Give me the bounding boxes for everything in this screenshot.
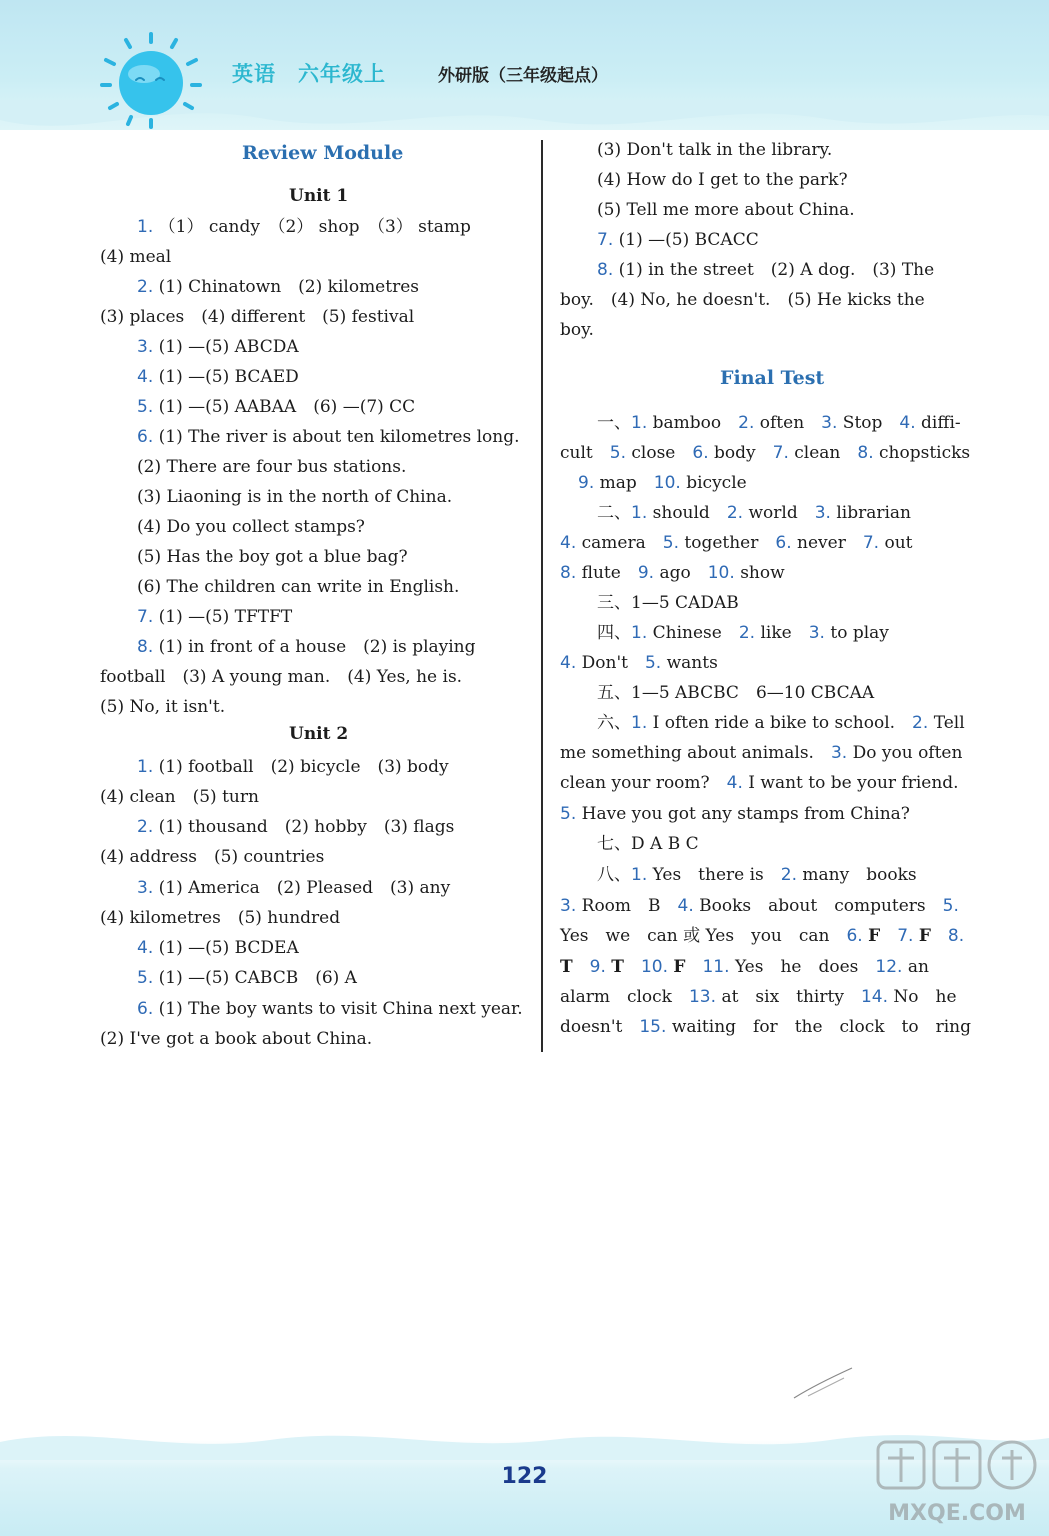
unit1-q6-b: (2) There are four bus stations. — [137, 457, 407, 477]
answer-text: Yes we can 或 Yes you can — [560, 926, 830, 946]
q-number: 9. — [578, 473, 595, 493]
answer-text: should — [652, 503, 710, 523]
answer-text: wants — [666, 653, 718, 673]
watermark-text: MXQE.COM — [888, 1501, 1026, 1526]
final-s4-line2 — [560, 652, 718, 674]
answer-text: Stop — [842, 413, 883, 433]
header-edition: 外研版（三年级起点） — [438, 66, 608, 86]
q-number: 2. — [780, 865, 797, 885]
answer-text: F — [673, 957, 686, 977]
unit2-q6-e: (5) Tell me more about China. — [597, 200, 855, 220]
answer-text: (1) The boy wants to visit China next year. — [158, 999, 523, 1019]
q-number: 2. — [137, 817, 154, 837]
answer-text: (1) —(5) BCACC — [618, 230, 759, 250]
answer-text: T — [560, 957, 573, 977]
answer-text: Yes he does — [734, 957, 859, 977]
q-number: 5. — [560, 804, 577, 824]
answer-text: camera — [581, 533, 646, 553]
q-number: 14. — [860, 987, 888, 1007]
answer-text: (1) in front of a house (2) is playing — [158, 637, 476, 657]
answer-text: cult — [560, 443, 593, 463]
q-number: 11. — [702, 957, 730, 977]
q-number: 3. — [560, 896, 577, 916]
q-number: 15. — [639, 1017, 667, 1037]
q-number: 8. — [597, 260, 614, 280]
answer-text: out — [884, 533, 913, 553]
q-number: 4. — [137, 367, 154, 387]
answer-text: me something about animals. — [560, 743, 814, 763]
unit1-q1-line1 — [137, 216, 471, 238]
answer-text: ago — [659, 563, 691, 583]
unit2-q6-d: (4) How do I get to the park? — [597, 170, 848, 190]
header-title — [232, 58, 386, 88]
q-number: 5. — [609, 443, 626, 463]
answer-text: flute — [581, 563, 621, 583]
unit1-q8-line3: (5) No, it isn't. — [100, 697, 226, 717]
unit2-q8-line1 — [597, 259, 934, 281]
q-number: 5. — [662, 533, 679, 553]
final-s3: 三、1—5 CADAB — [597, 593, 739, 613]
column-divider — [541, 140, 543, 1052]
unit1-q8-line1 — [137, 636, 476, 658]
unit1-q1-line2: (4) meal — [100, 247, 172, 267]
q-number: 5. — [942, 896, 959, 916]
final-s8-line3 — [560, 925, 964, 947]
answer-text: doesn't — [560, 1017, 623, 1037]
answer-text: world — [748, 503, 798, 523]
q-number: 8. — [137, 637, 154, 657]
unit2-q3-line2: (4) kilometres (5) hundred — [100, 908, 341, 928]
unit1-q2-line1 — [137, 276, 419, 298]
final-s7: 七、D A B C — [597, 834, 699, 854]
q-number: 4. — [137, 938, 154, 958]
final-s8-line6 — [560, 1016, 971, 1038]
answer-text: waiting for the clock to ring — [671, 1017, 972, 1037]
final-s5: 五、1—5 ABCBC 6—10 CBCAA — [597, 683, 875, 703]
answer-text: many books — [802, 865, 917, 885]
subject-label: 英语 — [232, 62, 276, 86]
q-number: 4. — [560, 533, 577, 553]
q-number: 4. — [726, 773, 743, 793]
unit1-q5 — [137, 396, 415, 418]
answer-text: to play — [830, 623, 889, 643]
q-number: 2. — [738, 623, 756, 643]
unit2-q4 — [137, 937, 299, 959]
q-number: 2. — [912, 713, 929, 733]
answer-text: (1) —(5) BCAED — [158, 367, 299, 387]
grade-label: 六年级上 — [298, 62, 386, 86]
final-s6-line1 — [597, 712, 965, 734]
answer-text: at six thirty — [721, 987, 844, 1007]
answer-text: often — [759, 413, 805, 433]
answer-text: diffi- — [921, 413, 961, 433]
q-number: 3. — [814, 503, 831, 523]
final-s1-line1 — [597, 412, 961, 434]
q-number: 2. — [137, 277, 154, 297]
pencil-scribble — [790, 1362, 860, 1402]
section-label: 四、 — [597, 623, 631, 643]
q-number: 8. — [560, 563, 577, 583]
q-number: 6. — [775, 533, 792, 553]
answer-text: (1) —(5) BCDEA — [158, 938, 299, 958]
final-test-title: Final Test — [720, 367, 825, 389]
answer-text: together — [684, 533, 759, 553]
final-s2-line1 — [597, 502, 911, 524]
unit2-q3-line1 — [137, 877, 450, 899]
answer-text: an — [907, 957, 929, 977]
q-number: 1. — [631, 623, 648, 643]
review-module-title: Review Module — [242, 142, 404, 164]
q-number: 1. — [137, 217, 154, 237]
answer-text: (1) thousand (2) hobby (3) flags — [158, 817, 455, 837]
final-s8-line4 — [560, 956, 929, 978]
answer-text: （1） candy （2） shop （3） stamp — [158, 217, 471, 237]
final-s2-line2 — [560, 532, 912, 554]
watermark-logo — [872, 1436, 1042, 1528]
unit2-q2-line2: (4) address (5) countries — [100, 847, 325, 867]
answer-text: chopsticks — [879, 443, 971, 463]
answer-text: (1) The river is about ten kilometres long. — [158, 427, 520, 447]
q-number: 2. — [738, 413, 755, 433]
q-number: 4. — [677, 896, 694, 916]
answer-text: (1) —(5) TFTFT — [158, 607, 293, 627]
answer-text: librarian — [836, 503, 912, 523]
q-number: 7. — [897, 926, 914, 946]
unit1-title: Unit 1 — [289, 186, 349, 206]
q-number: 7. — [772, 443, 789, 463]
q-number: 6. — [846, 926, 863, 946]
q-number: 10. — [653, 473, 681, 493]
unit1-q6-d: (4) Do you collect stamps? — [137, 517, 365, 537]
answer-text: F — [868, 926, 881, 946]
unit1-q6-c: (3) Liaoning is in the north of China. — [137, 487, 453, 507]
answer-text: like — [760, 623, 792, 643]
answer-text: (1) in the street (2) A dog. (3) The — [618, 260, 935, 280]
answer-text: (1) Chinatown (2) kilometres — [158, 277, 419, 297]
section-label: 二、 — [597, 503, 631, 523]
q-number: 3. — [808, 623, 825, 643]
final-s8-line1 — [597, 864, 917, 886]
q-number: 2. — [726, 503, 744, 523]
q-number: 7. — [137, 607, 154, 627]
unit1-q8-line2: football (3) A young man. (4) Yes, he is. — [100, 667, 463, 687]
q-number: 9. — [637, 563, 655, 583]
answer-text: I often ride a bike to school. — [652, 713, 896, 733]
q-number: 3. — [821, 413, 838, 433]
sun-icon — [96, 30, 206, 130]
q-number: 6. — [692, 443, 709, 463]
answer-text: No he — [893, 987, 957, 1007]
q-number: 1. — [631, 413, 648, 433]
section-label: 一、 — [597, 413, 631, 433]
page-number: 122 — [501, 1464, 548, 1489]
unit2-q1-line2: (4) clean (5) turn — [100, 787, 259, 807]
final-s6-line4 — [560, 803, 910, 825]
answer-text: Have you got any stamps from China? — [581, 804, 910, 824]
answer-text: T — [611, 957, 624, 977]
q-number: 5. — [644, 653, 662, 673]
unit2-q5 — [137, 967, 357, 989]
answer-text: body — [714, 443, 756, 463]
q-number: 7. — [597, 230, 614, 250]
unit2-q6-c: (3) Don't talk in the library. — [597, 140, 833, 160]
q-number: 5. — [137, 397, 154, 417]
answer-text: (1) —(5) ABCDA — [158, 337, 299, 357]
answer-text: (1) —(5) AABAA (6) —(7) CC — [158, 397, 416, 417]
answer-text: never — [797, 533, 846, 553]
q-number: 3. — [137, 337, 154, 357]
q-number: 3. — [830, 743, 848, 763]
q-number: 1. — [631, 713, 648, 733]
unit2-q1-line1 — [137, 756, 449, 778]
final-s4-line1 — [597, 622, 889, 644]
answer-text: Do you often — [852, 743, 963, 763]
unit1-q4 — [137, 366, 299, 388]
answer-text: bamboo — [652, 413, 722, 433]
unit2-q8-line2: boy. (4) No, he doesn't. (5) He kicks the — [560, 290, 925, 310]
final-s8-line2 — [560, 895, 959, 917]
q-number: 4. — [899, 413, 916, 433]
unit1-q3 — [137, 336, 299, 358]
answer-text: clean — [794, 443, 841, 463]
q-number: 8. — [947, 926, 965, 946]
q-number: 1. — [631, 865, 648, 885]
q-number: 3. — [137, 878, 154, 898]
final-s6-line3 — [560, 772, 959, 794]
final-s1-line3 — [578, 472, 747, 494]
answer-text: alarm clock — [560, 987, 672, 1007]
answer-text: (1) football (2) bicycle (3) body — [158, 757, 449, 777]
q-number: 6. — [137, 427, 154, 447]
unit1-q7 — [137, 606, 292, 628]
answer-text: show — [740, 563, 785, 583]
q-number: 1. — [631, 503, 648, 523]
answer-text: (1) America (2) Pleased (3) any — [158, 878, 451, 898]
unit2-q6-line1 — [137, 998, 523, 1020]
unit1-q6-e: (5) Has the boy got a blue bag? — [137, 547, 408, 567]
answer-text: Don't — [581, 653, 628, 673]
answer-text: I want to be your friend. — [748, 773, 959, 793]
q-number: 10. — [640, 957, 668, 977]
q-number: 7. — [862, 533, 880, 553]
final-s2-line3 — [560, 562, 785, 584]
unit2-q6-line2: (2) I've got a book about China. — [100, 1029, 373, 1049]
q-number: 9. — [589, 957, 606, 977]
answer-text: Tell — [933, 713, 965, 733]
unit2-q7 — [597, 229, 759, 251]
answer-text: map — [599, 473, 637, 493]
unit2-q2-line1 — [137, 816, 454, 838]
unit1-q6-f: (6) The children can write in English. — [137, 577, 460, 597]
q-number: 1. — [137, 757, 154, 777]
final-s8-line5 — [560, 986, 957, 1008]
answer-text: Room B — [581, 896, 661, 916]
section-label: 八、 — [597, 865, 631, 885]
final-s1-line2 — [560, 442, 970, 464]
answer-text: Chinese — [652, 623, 722, 643]
answer-text: F — [918, 926, 931, 946]
unit1-q2-line2: (3) places (4) different (5) festival — [100, 307, 415, 327]
unit2-title: Unit 2 — [289, 724, 349, 744]
q-number: 10. — [707, 563, 735, 583]
final-s6-line2 — [560, 742, 962, 764]
q-number: 13. — [688, 987, 717, 1007]
answer-text: clean your room? — [560, 773, 710, 793]
unit2-q8-line3: boy. — [560, 320, 594, 340]
answer-text: Yes there is — [652, 865, 764, 885]
q-number: 6. — [137, 999, 154, 1019]
q-number: 8. — [857, 443, 874, 463]
unit1-q6-a — [137, 426, 520, 448]
answer-text: bicycle — [686, 473, 747, 493]
section-label: 六、 — [597, 713, 631, 733]
answer-text: close — [631, 443, 676, 463]
q-number: 12. — [875, 957, 903, 977]
answer-text: Books about computers — [699, 896, 926, 916]
answer-text: (1) —(5) CABCB (6) A — [158, 968, 357, 988]
q-number: 5. — [137, 968, 154, 988]
q-number: 4. — [560, 653, 577, 673]
